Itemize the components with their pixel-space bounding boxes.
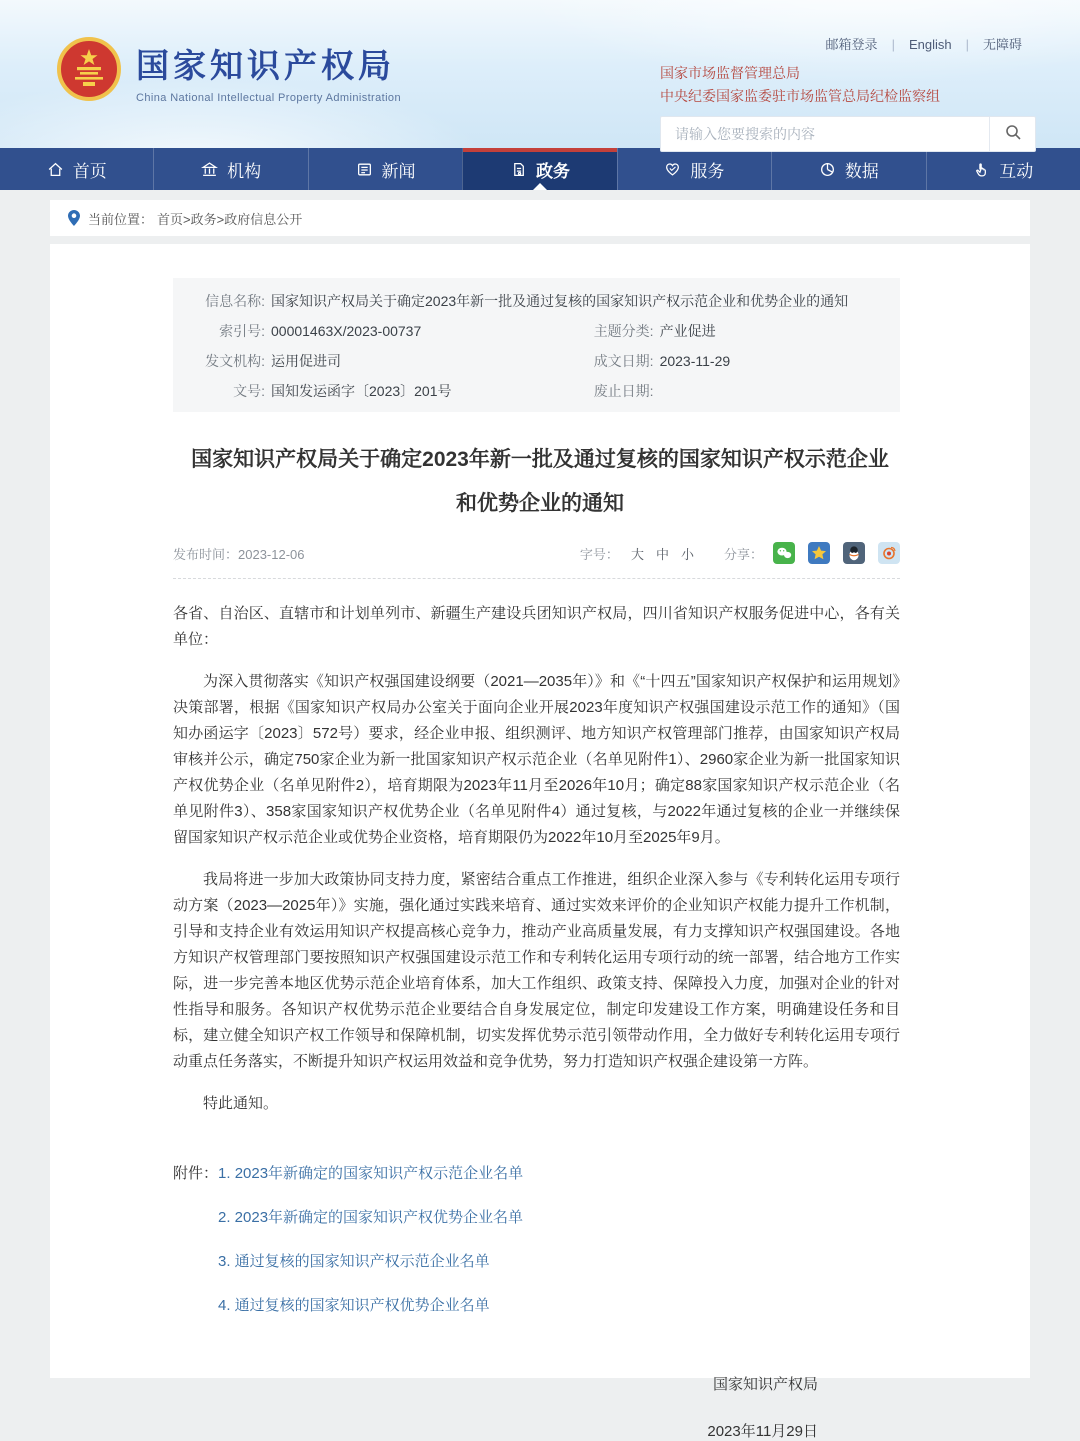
info-row-name [173,286,900,316]
nav-label: 新闻 [381,161,416,181]
breadcrumb [50,200,1030,236]
site-name-en: China National Intellectual Property Administration [136,91,401,104]
weibo-icon[interactable] [878,542,900,564]
signature-block [50,1373,950,1441]
attachments-section [173,1161,900,1319]
share-label: 分享： [723,546,763,562]
qq-icon[interactable] [843,542,865,564]
magnifier-icon [1004,123,1022,146]
header-right [660,34,1036,152]
nav-item-news[interactable] [308,148,462,190]
info-repeal-value [654,376,660,406]
nav-label: 数据 [844,161,879,181]
discipline-inspection-link[interactable]: 中央纪委国家监委驻市场监管总局纪检监察组 [660,88,940,104]
info-date-value: 2023-11-29 [659,353,731,369]
nav-label: 服务 [690,161,725,181]
nav-label: 政务 [535,161,570,181]
main-nav [0,148,1080,190]
nav-item-interaction[interactable] [926,148,1080,190]
info-agency-value: 运用促进司 [271,353,341,369]
nav-item-service[interactable] [617,148,771,190]
logo-text [136,40,401,104]
info-docnum-value: 国知发运函字〔2023〕201号 [271,383,452,399]
samr-link[interactable]: 国家市场监督管理总局 [660,65,800,81]
top-utility-links [660,34,1036,53]
home-icon [47,161,64,178]
divider: | [891,37,895,52]
breadcrumb-label: 当前位置： [88,211,154,227]
info-row-3 [173,346,900,376]
signature-org: 国家知识产权局 [712,1376,818,1393]
site-name: 国家知识产权局 [136,46,395,84]
qzone-icon[interactable] [808,542,830,564]
nav-item-gov-affairs[interactable] [462,148,616,190]
page-title-line1: 国家知识产权局关于确定2023年新一批及通过复核的国家知识产权示范企业 [191,448,889,471]
paragraph-2: 我局将进一步加大政策协同支持力度，紧密结合重点工作推进，组织企业深入参与《专利转化运用专项行动方案（2023—2025年）》实施，强化通过实践来培育、通过实效来评价的企业知识产权能力提升工作机制，引导和支持企业有效运用知识产权提高核心竞争力，推动产业高质量发展，有力支撑知识产权强国建设。各地方知识产权管理部门要按照知识产权强国建设示范工作和专利转化运用专项行动的统一部署，结合地方工作实际，进一步完善本地区优势示范企业培育体系，加大工作组织、政策支持、保障投入力度，加强对企业的针对性指导和服务。各知识产权优势示范企业要结合自身发展定位，制定印发建设工作方案，明确建设任务和目标，建立健全知识产权工作领导和保障机制，切实发挥优势示范引领带动作用，全力做好专利转化运用专项行动重点任务落实，不断提升知识产权运用效益和竞争优势，努力打造知识产权强企建设第一方阵。 [173,871,900,1070]
info-index-label: 索引号: [219,323,265,339]
info-row-4 [173,376,900,406]
attachment-link-4[interactable]: 4. 通过复核的国家知识产权优势企业名单 [218,1297,490,1314]
font-size-small-button[interactable]: 小 [680,546,694,562]
info-topic-value: 产业促进 [659,323,716,339]
publish-time: 发布时间：2023-12-06 [173,546,305,562]
wechat-icon[interactable] [773,542,795,564]
info-agency-label: 发文机构: [205,353,265,369]
service-icon [664,161,681,178]
paragraph-closing: 特此通知。 [203,1095,279,1112]
share-icons [773,542,900,564]
page-title [150,438,930,526]
page-title-line2: 和优势企业的通知 [456,492,624,515]
info-row-2 [173,316,900,346]
nav-label: 机构 [227,161,262,181]
nav-item-home[interactable] [0,148,153,190]
site-header [0,0,1080,148]
attachment-link-3[interactable]: 3. 通过复核的国家知识产权示范企业名单 [218,1253,490,1270]
attachments-label: 附件： [173,1165,219,1182]
attachment-link-2[interactable]: 2. 2023年新确定的国家知识产权优势企业名单 [218,1209,524,1226]
font-size-medium-button[interactable]: 中 [655,546,669,562]
article-meta-row [173,542,900,564]
article-body [173,601,900,1117]
info-name-label: 信息名称: [205,293,265,309]
breadcrumb-path[interactable]: 首页>政务>政府信息公开 [157,211,303,227]
info-docnum-label: 文号: [233,383,265,399]
paragraph-1: 为深入贯彻落实《知识产权强国建设纲要（2021—2035年）》和《“十四五”国家知识产权保护和运用规划》决策部署，根据《国家知识产权局办公室关于面向企业开展2023年度知识产权强国建设示范工作的通知》（国知办函运字〔2023〕572号）要求，经企业申报、组织测评、地方知识产权管理部门推荐，由国家知识产权局审核并公示，确定750家企业为新一批国家知识产权示范企业（名单见附件1）、2960家企业为新一批国家知识产权优势企业（名单见附件2），培育期限为2023年11月至2026年10月；确定88家国家知识产权示范企业（名单见附件3）、358家国家知识产权优势企业（名单见附件4）通过复核，与2022年通过复核的企业一并继续保留国家知识产权示范企业或优势企业资格，培育期限仍为2022年10月至2025年9月。 [173,673,900,846]
nav-label: 首页 [72,161,107,181]
info-repeal-label: 废止日期: [593,383,654,399]
gov-affairs-icon [510,161,527,178]
search-button[interactable] [989,117,1035,151]
font-size-large-button[interactable]: 大 [630,546,644,562]
data-pie-icon [819,161,836,178]
news-icon [356,161,373,178]
institution-icon [201,161,218,178]
attachment-link-1[interactable]: 1. 2023年新确定的国家知识产权示范企业名单 [218,1165,524,1182]
accessibility-link[interactable]: 无障碍 [982,37,1022,52]
nav-item-institution[interactable] [153,148,307,190]
interaction-icon [973,161,990,178]
section-divider [173,578,900,579]
info-topic-label: 主题分类: [593,323,654,339]
nav-item-data[interactable] [771,148,925,190]
font-size-label: 字号： [579,546,619,562]
divider: | [965,37,969,52]
document-info-table [173,278,900,412]
site-logo[interactable] [56,36,401,107]
info-index-value: 00001463X/2023-00737 [271,323,422,339]
national-emblem-icon [56,36,122,107]
signature-date: 2023年11月29日 [707,1423,818,1440]
main-content-panel [50,244,1030,1440]
english-link[interactable]: English [908,37,952,52]
info-name-value: 国家知识产权局关于确定2023年新一批及通过复核的国家知识产权示范企业和优势企业的通知 [271,293,849,309]
paragraph-salutation: 各省、自治区、直辖市和计划单列市、新疆生产建设兵团知识产权局，四川省知识产权服务促进中心，各有关单位： [173,605,900,648]
related-agency-links [660,62,1036,108]
meta-right-tools [580,542,900,564]
info-date-label: 成文日期: [593,353,654,369]
nav-label: 互动 [999,161,1034,181]
search-bar [660,116,1036,152]
location-pin-icon [68,210,80,226]
search-input[interactable] [661,126,989,142]
mail-login-link[interactable]: 邮箱登录 [825,37,878,52]
